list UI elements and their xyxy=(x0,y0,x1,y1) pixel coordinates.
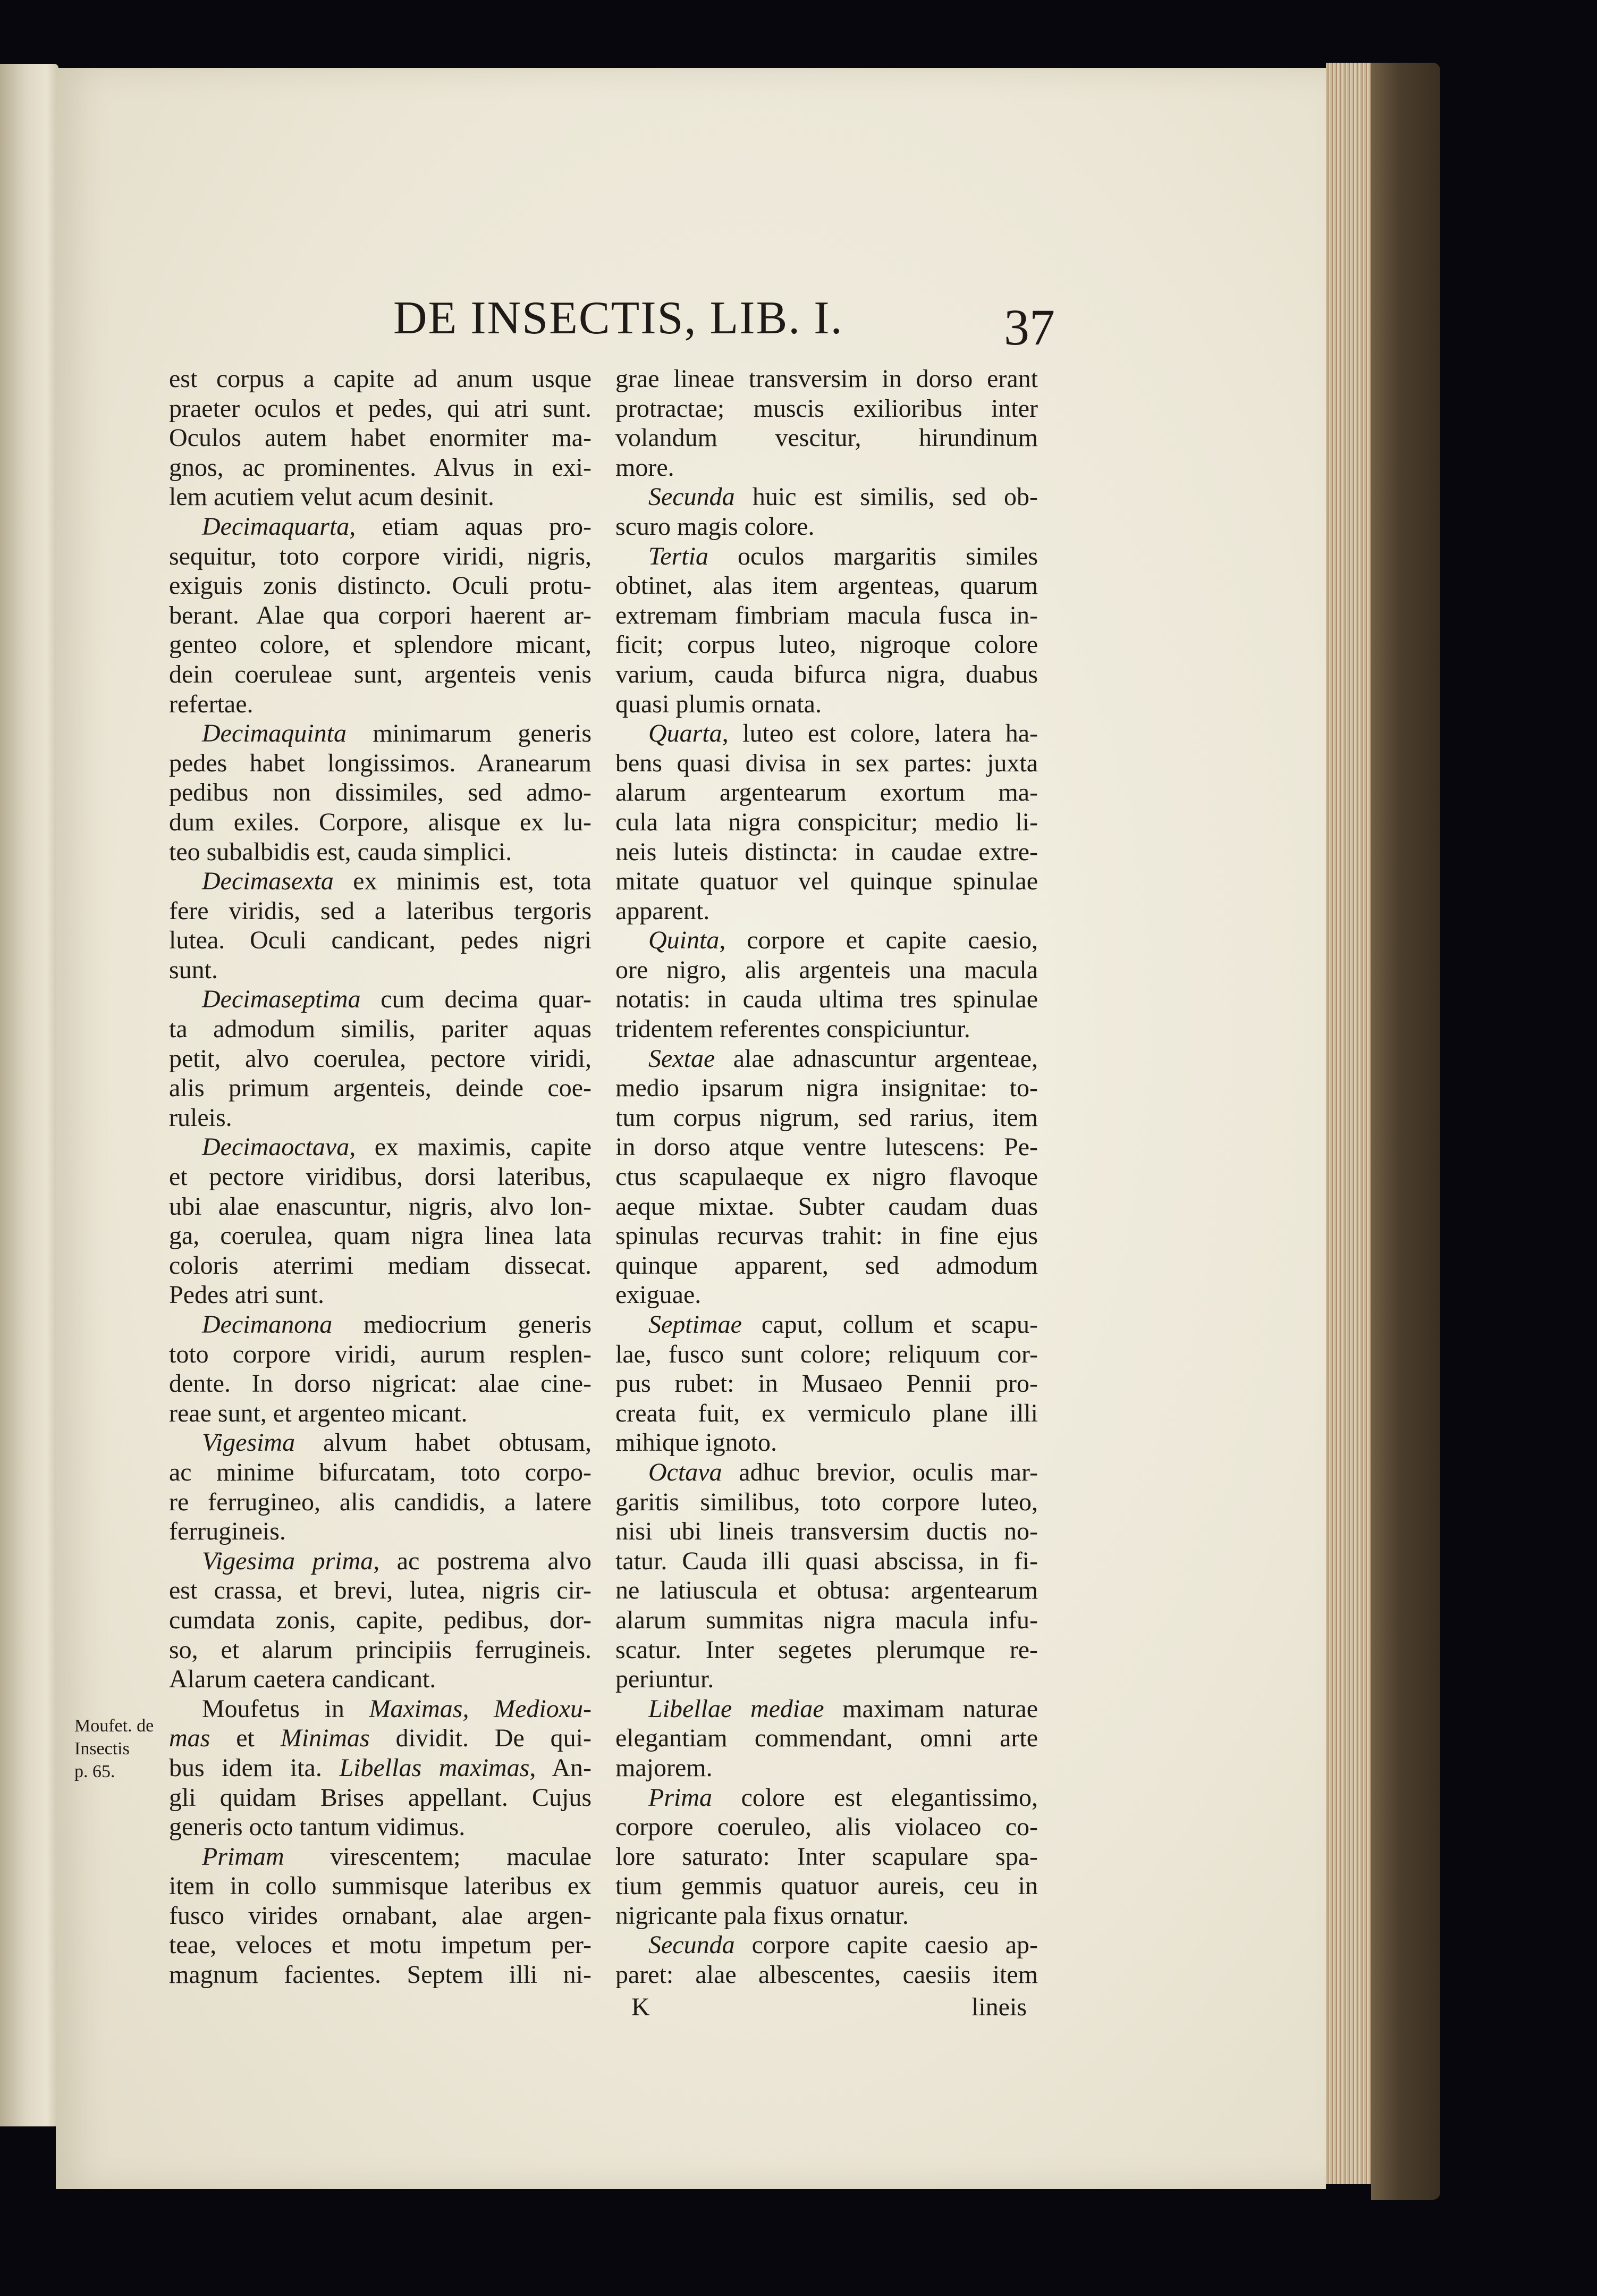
text-line: ne latiuscula et obtusa: argentearum xyxy=(615,1576,1038,1605)
text-line: item in collo summisque lateribus ex xyxy=(169,1872,592,1900)
text-line: fere viridis, sed a lateribus tergoris xyxy=(169,896,592,925)
text-line: paret: alae albescentes, caesiis item xyxy=(615,1961,1038,1989)
text-line: mihique ignoto. xyxy=(615,1428,777,1457)
text-line: neis luteis distincta: in caudae extre- xyxy=(615,837,1038,866)
text-line: medio ipsarum nigra insignitae: to- xyxy=(615,1074,1038,1103)
text-line: ferrugineis. xyxy=(169,1517,286,1546)
text-line: Decimaquarta, etiam aquas pro- xyxy=(202,512,592,541)
text-line: coloris aterrimi mediam dissecat. xyxy=(169,1251,592,1280)
text-line: Moufetus in Maximas, Medioxu- xyxy=(202,1694,592,1723)
text-line: tridentem referentes conspiciuntur. xyxy=(615,1015,970,1044)
text-line: exiguae. xyxy=(615,1281,702,1309)
text-line: Decimaquinta minimarum generis xyxy=(202,719,592,748)
text-line: toto corpore viridi, aurum resplen- xyxy=(169,1340,592,1368)
text-line: so, et alarum principiis ferrugineis. xyxy=(169,1635,592,1664)
text-line: alarum summitas nigra macula infu- xyxy=(615,1605,1038,1634)
text-line: Decimanona mediocrium generis xyxy=(202,1310,592,1339)
text-line: in dorso atque ventre lutescens: Pe- xyxy=(615,1133,1038,1162)
text-line: genteo colore, et splendore micant, xyxy=(169,630,592,659)
text-line: lore saturato: Inter scapulare spa- xyxy=(615,1842,1038,1871)
text-line: est crassa, et brevi, lutea, nigris cir- xyxy=(169,1576,592,1605)
text-line: cumdata zonis, capite, pedibus, dor- xyxy=(169,1605,592,1634)
margin-note-line: p. 65. xyxy=(74,1762,115,1781)
text-line: tium gemmis quatuor aureis, ceu in xyxy=(615,1872,1038,1900)
text-line: Quinta, corpore et capite caesio, xyxy=(648,926,1038,955)
text-line: scatur. Inter segetes plerumque re- xyxy=(615,1635,1038,1664)
text-line: lae, fusco sunt colore; reliquum cor- xyxy=(615,1340,1038,1368)
text-line: nisi ubi lineis transversim ductis no- xyxy=(615,1517,1038,1546)
page-stack-edges xyxy=(1326,63,1371,2184)
text-line: berant. Alae qua corpori haerent ar- xyxy=(169,601,592,629)
text-line: dum exiles. Corpore, alisque ex lu- xyxy=(169,808,592,836)
text-line: majorem. xyxy=(615,1753,713,1782)
text-line: dente. In dorso nigricat: alae cine- xyxy=(169,1369,592,1398)
text-line: extremam fimbriam macula fusca in- xyxy=(615,601,1038,629)
text-line: Vigesima prima, ac postrema alvo xyxy=(202,1546,592,1575)
text-line: gnos, ac prominentes. Alvus in exi- xyxy=(169,453,592,482)
text-line: quinque apparent, sed admodum xyxy=(615,1251,1038,1280)
text-line: lem acutiem velut acum desinit. xyxy=(169,483,494,511)
text-line: Alarum caetera candicant. xyxy=(169,1665,436,1694)
text-line: petit, alvo coerulea, pectore viridi, xyxy=(169,1044,592,1073)
text-line: Vigesima alvum habet obtusam, xyxy=(202,1428,592,1457)
text-line: reae sunt, et argenteo micant. xyxy=(169,1399,468,1427)
text-line: tum corpus nigrum, sed rarius, item xyxy=(615,1103,1038,1132)
page-number: 37 xyxy=(1004,299,1055,356)
text-line: creata fuit, ex vermiculo plane illi xyxy=(615,1399,1038,1427)
text-line: spinulas recurvas trahit: in fine ejus xyxy=(615,1222,1038,1250)
running-head: DE INSECTIS, LIB. I. xyxy=(393,292,843,344)
text-line: exiguis zonis distincto. Oculi protu- xyxy=(169,571,592,600)
text-line: scuro magis colore. xyxy=(615,512,815,541)
text-line: pedibus non dissimiles, sed admo- xyxy=(169,778,592,807)
text-line: Decimasexta ex minimis est, tota xyxy=(202,867,592,896)
text-line: Secunda huic est similis, sed ob- xyxy=(648,483,1038,511)
text-line: fusco virides ornabant, alae argen- xyxy=(169,1901,592,1930)
text-line: teae, veloces et motu impetum per- xyxy=(169,1931,592,1959)
text-line: mas et Minimas dividit. De qui- xyxy=(169,1724,592,1753)
text-line: ficit; corpus luteo, nigroque colore xyxy=(615,630,1038,659)
text-line: ubi alae enascuntur, nigris, alvo lon- xyxy=(169,1192,592,1221)
text-line: periuntur. xyxy=(615,1665,714,1694)
text-line: magnum facientes. Septem illi ni- xyxy=(169,1961,592,1989)
text-line: notatis: in cauda ultima tres spinulae xyxy=(615,985,1038,1014)
catchword: lineis xyxy=(971,1993,1027,2021)
text-line: ac minime bifurcatam, toto corpo- xyxy=(169,1458,592,1486)
text-line: praeter oculos et pedes, qui atri sunt. xyxy=(169,394,592,423)
text-line: ore nigro, alis argenteis una macula xyxy=(615,955,1038,984)
text-line: more. xyxy=(615,453,674,482)
left-text-column xyxy=(169,364,592,1990)
text-line: Decimaoctava, ex maximis, capite xyxy=(202,1133,592,1162)
text-line: grae lineae transversim in dorso erant xyxy=(615,365,1038,393)
text-line: Primam virescentem; maculae xyxy=(202,1842,592,1871)
text-line: aeque mixtae. Subter caudam duas xyxy=(615,1192,1038,1221)
text-line: dein coeruleae sunt, argenteis venis xyxy=(169,660,592,688)
text-line: garitis similibus, toto corpore luteo, xyxy=(615,1487,1038,1516)
text-line: sequitur, toto corpore viridi, nigris, xyxy=(169,542,592,570)
text-line: teo subalbidis est, cauda simplici. xyxy=(169,837,512,866)
text-line: Octava adhuc brevior, oculis mar- xyxy=(648,1458,1038,1486)
text-line: bens quasi divisa in sex partes: juxta xyxy=(615,748,1038,777)
text-line: Pedes atri sunt. xyxy=(169,1281,324,1309)
text-line: nigricante pala fixus ornatur. xyxy=(615,1901,909,1930)
text-line: tatur. Cauda illi quasi abscissa, in fi- xyxy=(615,1546,1038,1575)
text-line: ga, coerulea, quam nigra linea lata xyxy=(169,1222,592,1250)
text-line: Quarta, luteo est colore, latera ha- xyxy=(648,719,1038,748)
text-line: Decimaseptima cum decima quar- xyxy=(202,985,592,1014)
text-line: ta admodum similis, pariter aquas xyxy=(169,1015,592,1044)
text-line: ruleis. xyxy=(169,1103,232,1132)
text-line: refertae. xyxy=(169,689,254,718)
text-line: obtinet, alas item argenteas, quarum xyxy=(615,571,1038,600)
text-line: Secunda corpore capite caesio ap- xyxy=(648,1931,1038,1959)
text-line: bus idem ita. Libellas maximas, An- xyxy=(169,1753,592,1782)
right-text-column xyxy=(615,364,1038,1990)
text-line: alarum argentearum exortum ma- xyxy=(615,778,1038,807)
book-cover-edge xyxy=(1371,63,1440,2200)
text-line: Oculos autem habet enormiter ma- xyxy=(169,424,592,452)
margin-note-line: Insectis xyxy=(74,1739,130,1759)
text-line: elegantiam commendant, omni arte xyxy=(615,1724,1038,1753)
text-line: re ferrugineo, alis candidis, a latere xyxy=(169,1487,592,1516)
text-line: ctus scapulaeque ex nigro flavoque xyxy=(615,1163,1038,1191)
margin-note xyxy=(74,1714,167,1783)
signature-mark: K xyxy=(631,1993,650,2021)
text-line: generis octo tantum vidimus. xyxy=(169,1813,466,1841)
text-line: et pectore viridibus, dorsi lateribus, xyxy=(169,1163,592,1191)
text-line: pedes habet longissimos. Aranearum xyxy=(169,748,592,777)
text-line: apparent. xyxy=(615,896,710,925)
text-line: gli quidam Brises appellant. Cujus xyxy=(169,1783,592,1812)
text-line: pus rubet: in Musaeo Pennii pro- xyxy=(615,1369,1038,1398)
text-line: mitate quatuor vel quinque spinulae xyxy=(615,867,1038,896)
text-line: Septimae caput, collum et scapu- xyxy=(648,1310,1038,1339)
text-line: cula lata nigra conspicitur; medio li- xyxy=(615,808,1038,836)
text-line: volandum vescitur, hirundinum xyxy=(615,424,1038,452)
text-line: quasi plumis ornata. xyxy=(615,689,822,718)
text-line: lutea. Oculi candicant, pedes nigri xyxy=(169,926,592,955)
margin-note-line: Moufet. de xyxy=(74,1716,154,1736)
text-line: protractae; muscis exilioribus inter xyxy=(615,394,1038,423)
text-line: Tertia oculos margaritis similes xyxy=(648,542,1038,570)
text-line: Prima colore est elegantissimo, xyxy=(648,1783,1038,1812)
text-line: corpore coeruleo, alis violaceo co- xyxy=(615,1813,1038,1841)
text-line: alis primum argenteis, deinde coe- xyxy=(169,1074,592,1103)
text-line: Sextae alae adnascuntur argenteae, xyxy=(648,1044,1038,1073)
text-line: sunt. xyxy=(169,955,218,984)
text-line: Libellae mediae maximam naturae xyxy=(648,1694,1038,1723)
facing-page-edge xyxy=(0,64,58,2126)
text-line: varium, cauda bifurca nigra, duabus xyxy=(615,660,1038,688)
text-line: est corpus a capite ad anum usque xyxy=(169,365,592,393)
